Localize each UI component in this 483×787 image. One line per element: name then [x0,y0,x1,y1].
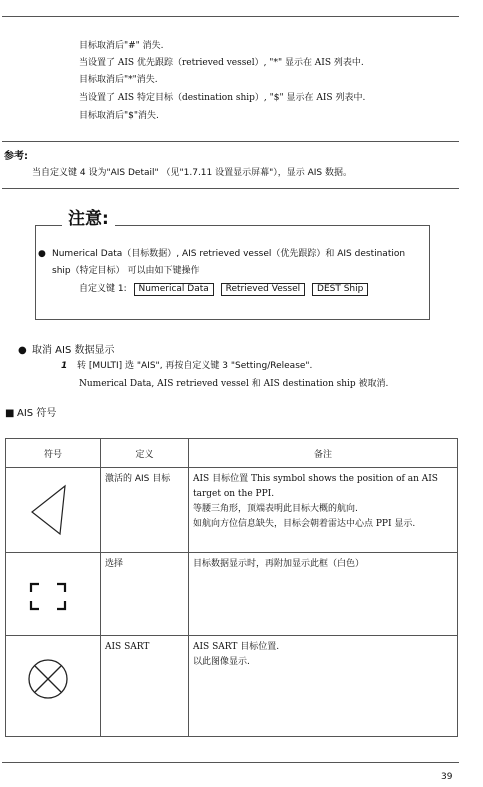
note-key-label: 自定义键 1: [79,284,127,294]
key-numerical-data: Numerical Data [134,283,214,296]
definition-cell: 选择 [101,553,189,636]
cancel-result: Numerical Data, AIS retrieved vessel 和 AIS destination ship 被取消. [79,379,389,389]
bottom-rule [2,762,459,763]
page-number: 39 [441,772,453,782]
intro-line-5: 目标取消后"$"消失. [79,111,159,121]
symbol-cell [6,636,101,737]
header-remarks: 备注 [189,439,458,468]
remark-line: 等腰三角形，顶端表明此目标大概的航向. [193,504,358,514]
reference-top-rule [2,141,459,142]
remark-line: 如航向方位信息缺失，目标会朝着雷达中心点 PPI 显示. [193,519,416,529]
remark-line: AIS SART 目标位置. [193,642,280,652]
remark-line: 以此图像显示. [193,657,250,667]
note-title: 注意: [62,206,115,232]
note-text-1: Numerical Data（目标数据）, AIS retrieved vessel（优先跟踪）和 AIS destination [52,249,406,259]
step-text: 转 [MULTI] 选 "AIS", 再按自定义键 3 "Setting/Release". [77,361,313,371]
remarks-cell [189,553,458,636]
table-header-row [6,439,458,468]
top-rule [2,16,459,17]
table-row [6,468,458,553]
intro-line-3: 目标取消后"*"消失. [79,75,158,85]
symbols-title: AIS 符号 [17,408,57,419]
remark-line: AIS 目标位置 This symbol shows the position of an AIS target on the PPI. [193,474,438,499]
symbol-cell [6,468,101,553]
note-bullet: ● [38,249,46,259]
ais-symbol-table [5,438,458,737]
cancel-section-heading [18,341,115,356]
circle-x-icon [10,640,96,726]
symbol-cell [6,553,101,636]
note-line-2: ship（特定目标） 可以由如下键操作 [52,266,200,276]
header-definition: 定义 [101,439,189,468]
definition-cell: 激活的 AIS 目标 [101,468,189,553]
section-marker: ■ [5,408,15,419]
definition-cell: AIS SART [101,636,189,737]
symbols-heading [5,404,56,419]
remarks-cell [189,468,458,553]
intro-line-2: 当设置了 AIS 优先跟踪（retrieved vessel）, "*" 显示在 AIS 列表中. [79,58,364,68]
step-number: 1 [61,361,68,371]
reference-heading: 参考: [4,151,28,162]
select-frame-icon [10,557,96,625]
reference-bottom-rule [2,188,459,189]
intro-line-1: 目标取消后"#" 消失. [79,41,164,51]
cancel-step [61,360,312,372]
header-symbol: 符号 [6,439,101,468]
key-retrieved-vessel: Retrieved Vessel [221,283,306,296]
note-line-1 [38,248,405,260]
intro-line-4: 当设置了 AIS 特定目标（destination ship）, "$" 显示在 AIS 列表中. [79,93,366,103]
remarks-cell [189,636,458,737]
cancel-bullet: ● [18,345,27,356]
triangle-icon [10,472,96,542]
key-dest-ship: DEST Ship [312,283,368,296]
reference-body: 当自定义键 4 设为"AIS Detail" （见"1.7.11 设置显示屏幕"），显示 AIS 数据。 [32,168,352,178]
table-row [6,553,458,636]
note-key-row [79,283,368,296]
table-row [6,636,458,737]
cancel-title: 取消 AIS 数据显示 [32,345,115,356]
remark-line: 目标数据显示时，再附加显示此框（白色） [193,559,365,569]
